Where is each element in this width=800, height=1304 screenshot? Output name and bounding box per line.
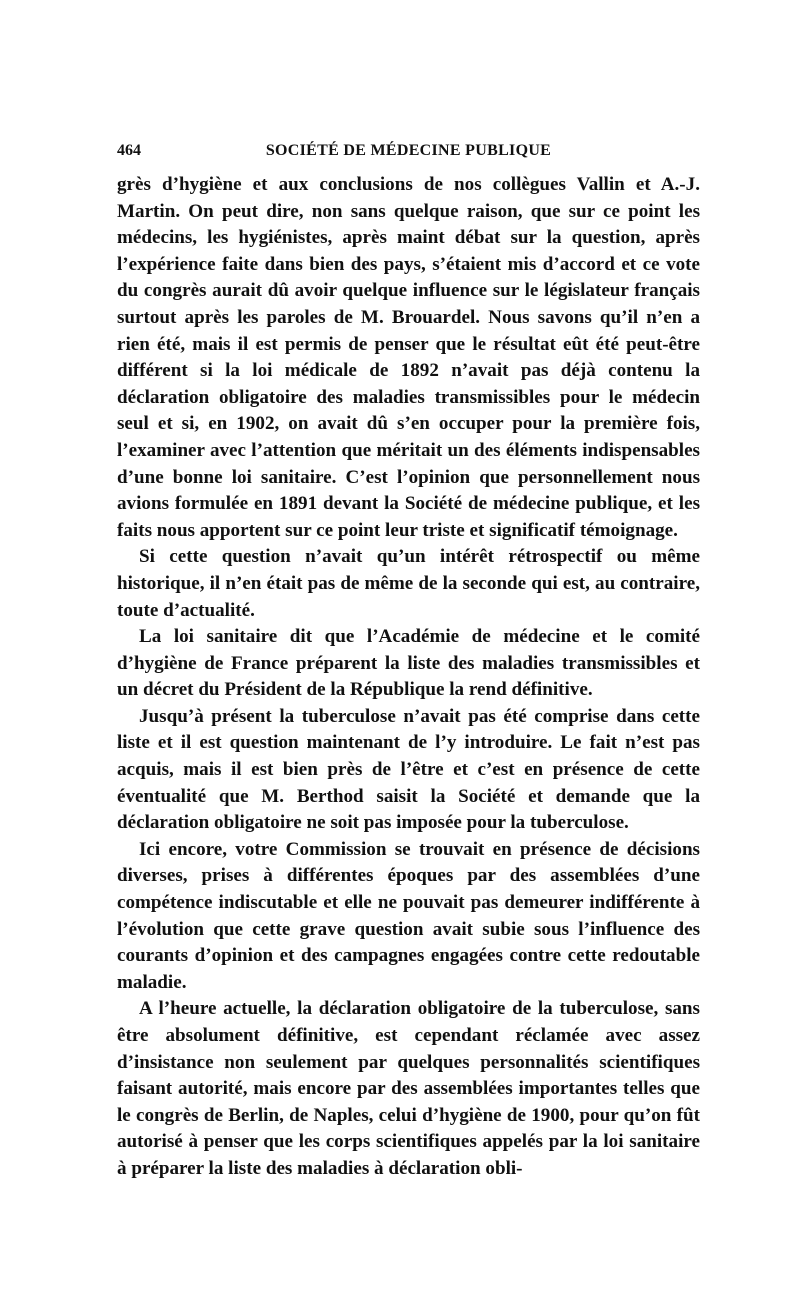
paragraph: Jusqu’à présent la tuberculose n’avait pas été comprise dans cette liste et il est question maintenant de l’y introduire. Le fait n’est pas acquis, mais il est bien près de l’être et c’est en présence de cette éventualité que M. Berthod saisit la Société et demande que la déclaration obligatoire ne soit pas imposée pour la tuberculose. [117,705,700,834]
page-number: 464 [117,142,141,159]
paragraph: La loi sanitaire dit que l’Académie de médecine et le comité d’hygiène de France préparent la liste des maladies transmissibles et un décret du Président de la République la rend définitive. [117,626,700,701]
paragraph: Si cette question n’avait qu’un intérêt rétrospectif ou même historique, il n’en était pas de même de la seconde qui est, au contraire, toute d’actualité. [117,546,700,621]
page-header [117,140,700,166]
running-head: SOCIÉTÉ DE MÉDECINE PUBLIQUE [265,142,552,159]
paragraph: Ici encore, votre Commission se trouvait en présence de décisions diverses, prises à différentes époques par des assemblées d’une compétence indiscutable et elle ne pouvait pas demeurer indifférente à l’évolution que cette grave question avait subie sous l’influence des courants d’opinion et des campagnes engagées contre cette redoutable maladie. [117,838,700,993]
book-page [117,140,700,1183]
paragraph-continued: grès d’hygiène et aux conclusions de nos collègues Vallin et A.-J. Martin. On peut dire, non sans quelque raison, que sur ce point les médecins, les hygiénistes, après maint débat sur la question, après l’expérience faite dans bien des pays, s’étaient mis d’accord et ce vote du congrès aurait dû avoir quelque influence sur le législateur français surtout après les paroles de M. Brouardel. Nous savons qu’il n’en a rien été, mais il est permis de penser que le résultat eût été peut-être différent si la loi médicale de 1892 n’avait pas déjà contenu la déclaration obligatoire des maladies transmissibles pour le médecin seul et si, en 1902, on avait dû s’en occuper pour la première fois, l’examiner avec l’attention que méritait un des éléments indispensables d’une bonne loi sanitaire. C’est l’opinion que personnellement nous avions formulée en 1891 devant la Société de médecine publique, et les faits nous apportent sur ce point leur triste et significatif témoignage. [117,174,700,541]
body-text [117,172,700,1183]
paragraph: A l’heure actuelle, la déclaration obligatoire de la tuberculose, sans être absolument définitive, est cependant réclamée avec assez d’insistance non seulement par quelques personnalités scientifiques faisant autorité, mais encore par des assemblées importantes telles que le congrès de Berlin, de Naples, celui d’hygiène de 1900, pour qu’on fût autorisé à penser que les corps scientifiques appelés par la loi sanitaire à préparer la liste des maladies à déclaration obli- [117,998,700,1179]
